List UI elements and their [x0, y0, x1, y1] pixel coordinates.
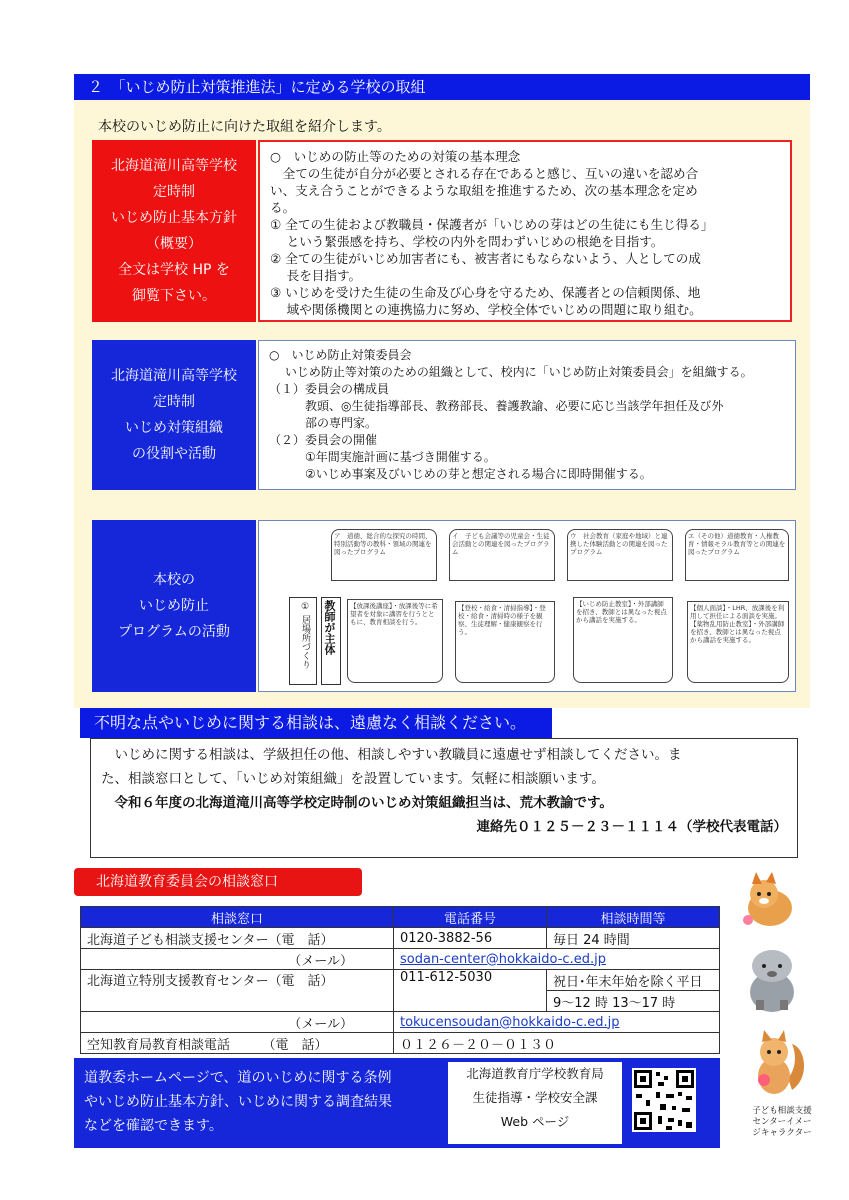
org-line: ①年間実施計画に基づき開催する。 — [269, 450, 496, 464]
org-line: いじめ防止等対策のための組織として、校内に「いじめ防止対策委員会」を組織する。 — [269, 365, 753, 379]
org-label-line: 北海道滝川高等学校 — [111, 368, 237, 384]
policy-line: ○ いじめの防止等のための対策の基本理念 — [270, 149, 521, 164]
org-label-line: の役割や活動 — [132, 446, 216, 462]
table-cell: （メール） — [81, 949, 394, 970]
badger-character-icon — [742, 944, 802, 1014]
table-row — [81, 1012, 720, 1033]
program-bottom-box: 【いじめ防止教室】・外部講師を招き、教師とは異なった視点から講話を実施する。 — [573, 597, 673, 683]
consult-line: 令和６年度の北海道滝川高等学校定時制のいじめ対策組織担当は、荒木教諭です。 — [101, 795, 613, 811]
consult-line: いじめに関する相談は、学級担任の他、相談しやすい教職員に遠慮せず相談してください。ま — [101, 747, 682, 763]
org-label — [92, 340, 256, 490]
table-row — [81, 928, 720, 949]
table-row — [81, 970, 720, 991]
policy-line: という緊張感を持ち、学校の内外を問わずいじめの根絶を目指す。 — [270, 234, 664, 249]
table-header: 相談時間等 — [547, 907, 720, 928]
program-diagram — [258, 520, 796, 692]
program-label-line: いじめ防止 — [139, 598, 209, 614]
table-header-row — [81, 907, 720, 928]
org-box — [258, 340, 796, 490]
table-cell: 毎日 24 時間 — [547, 928, 720, 949]
web-line: 北海道教育庁学校教育局 — [466, 1066, 604, 1081]
table-cell: 9～12 時 13～17 時 — [547, 991, 720, 1012]
org-label-line: いじめ対策組織 — [125, 420, 223, 436]
policy-box — [258, 140, 792, 322]
program-bottom-box: 【登校・給食・清掃指導】・登校・給食・清掃時の様子を観察、生徒理解・健康観察を行う。 — [455, 601, 555, 683]
org-line: （１）委員会の構成員 — [269, 382, 390, 396]
table-header: 相談窓口 — [81, 907, 394, 928]
table-cell: 0120-3882-56 — [394, 928, 547, 949]
policy-line: ③ いじめを受けた生徒の生命及び心身を守るため、保護者との信頼関係、地 — [270, 285, 701, 300]
table-cell: 空知教育局教育相談電話 （電 話） — [81, 1033, 394, 1054]
table-cell: 北海道立特別支援教育センター（電 話） — [81, 970, 394, 1012]
caption-line: センターイメー — [752, 1117, 812, 1127]
table-cell: （メール） — [81, 1012, 394, 1033]
table-cell: 011-612-5030 — [394, 970, 547, 1012]
section-title: ２ 「いじめ防止対策推進法」に定める学校の取組 — [74, 74, 810, 100]
policy-label-line: 定時制 — [153, 184, 195, 200]
table-row — [81, 949, 720, 970]
policy-line: 長を目指す。 — [270, 268, 362, 283]
consult-table — [80, 906, 720, 1054]
org-line: ②いじめ事案及びいじめの芽と想定される場合に即時開催する。 — [269, 467, 652, 481]
bottom-line: やいじめ防止基本方針、いじめに関する調査結果 — [84, 1094, 392, 1110]
table-cell: 祝日･年末年始を除く平日 — [547, 970, 720, 991]
program-top-box: イ 子ども会議等の児童会・生徒会活動との関連を図ったプログラム — [449, 529, 555, 581]
bottom-text — [84, 1066, 392, 1138]
policy-label-line: （概要） — [146, 236, 202, 252]
org-label-line: 定時制 — [153, 394, 195, 410]
caption-line: ジキャラクター — [752, 1128, 812, 1138]
policy-label-line: 全文は学校 HP を — [118, 262, 230, 278]
org-line: 教頭、◎生徒指導部長、教務部長、養護教諭、必要に応じ当該学年担任及び外 — [269, 399, 724, 413]
bottom-line: 道教委ホームページで、道のいじめに関する条例 — [84, 1070, 392, 1086]
policy-line: 域や関係機関との連携協力に努め、学校全体でいじめの問題に取り組む。 — [270, 302, 702, 317]
bottom-line: などを確認できます。 — [84, 1118, 223, 1134]
table-header: 電話番号 — [394, 907, 547, 928]
consult-heading: 不明な点やいじめに関する相談は、遠慮なく相談ください。 — [80, 708, 552, 738]
policy-line: ① 全ての生徒および教職員・保護者が「いじめの芽はどの生徒にも生じ得る」 — [270, 217, 714, 232]
consult-box — [90, 738, 798, 858]
program-left-label: ① 居場所づくり — [289, 597, 317, 685]
hokkaido-heading: 北海道教育委員会の相談窓口 — [74, 868, 362, 896]
character-caption — [734, 1106, 830, 1139]
program-center-label: 教師が主体 — [321, 597, 341, 685]
table-cell: ０１２６－２０－０１３０ — [394, 1033, 720, 1054]
table-cell: 北海道子ども相談支援センター（電 話） — [81, 928, 394, 949]
policy-line: ② 全ての生徒がいじめ加害者にも、被害者にもならないよう、人としての成 — [270, 251, 701, 266]
web-page-box[interactable] — [448, 1062, 622, 1144]
program-label — [92, 520, 256, 692]
web-line: 生徒指導・学校安全課 — [472, 1090, 598, 1105]
program-bottom-box: 【個人面談】・LHR、放課後を利用して担任による面談を実施。【薬物乱用防止教室】・外部講師を招き、教師とは異なった視点から講話を実施する。 — [687, 601, 789, 683]
consult-line: た、相談窓口として、「いじめ対策組織」を設置しています。気軽に相談願います。 — [101, 771, 605, 787]
program-label-line: プログラムの活動 — [118, 624, 230, 640]
web-line: Web ページ — [500, 1114, 570, 1129]
section-intro: 本校のいじめ防止に向けた取組を紹介します。 — [98, 119, 391, 135]
table-row — [81, 1033, 720, 1054]
org-line: 部の専門家。 — [269, 416, 378, 430]
org-line: ○ いじめ防止対策委員会 — [269, 348, 412, 362]
consult-contact: 連絡先０１２５－２３－１１１４（学校代表電話） — [476, 819, 787, 835]
squirrel-character-icon — [748, 1028, 808, 1098]
caption-line: 子ども相談支援 — [752, 1106, 812, 1116]
email-link[interactable]: sodan-center@hokkaido-c.ed.jp — [394, 949, 720, 970]
policy-label-line: 御覧下さい。 — [132, 288, 216, 304]
qr-code-icon[interactable] — [632, 1068, 696, 1132]
program-label-line: 本校の — [153, 572, 195, 588]
program-bottom-box: 【放課後講座】・放課後等に希望者を対象に講習を行うとともに、教育相談を行う。 — [347, 599, 443, 683]
policy-label — [92, 140, 256, 322]
org-line: （２）委員会の開催 — [269, 433, 378, 447]
email-link[interactable]: tokucensoudan@hokkaido-c.ed.jp — [394, 1012, 720, 1033]
fox-character-icon — [736, 870, 798, 932]
program-top-box: エ（その他）道徳教育・人権教育・情報モラル教育等との関連を図ったプログラム — [685, 529, 789, 581]
policy-line: い、支え合うことができるような取組を推進するため、次の基本理念を定め — [270, 183, 698, 198]
policy-label-line: 北海道滝川高等学校 — [111, 158, 237, 174]
policy-line: 全ての生徒が自分が必要とされる存在であると感じ、互いの違いを認め合 — [270, 166, 699, 181]
program-top-box: ア 道徳、総合的な探究の時間、特別活動等の教科・領域の関連を図ったプログラム — [331, 529, 437, 581]
policy-line: る。 — [270, 200, 296, 215]
program-top-box: ウ 社会教育（家庭や地域）と連携した体験活動との関連を図ったプログラム — [567, 529, 673, 581]
policy-label-line: いじめ防止基本方針 — [111, 210, 237, 226]
